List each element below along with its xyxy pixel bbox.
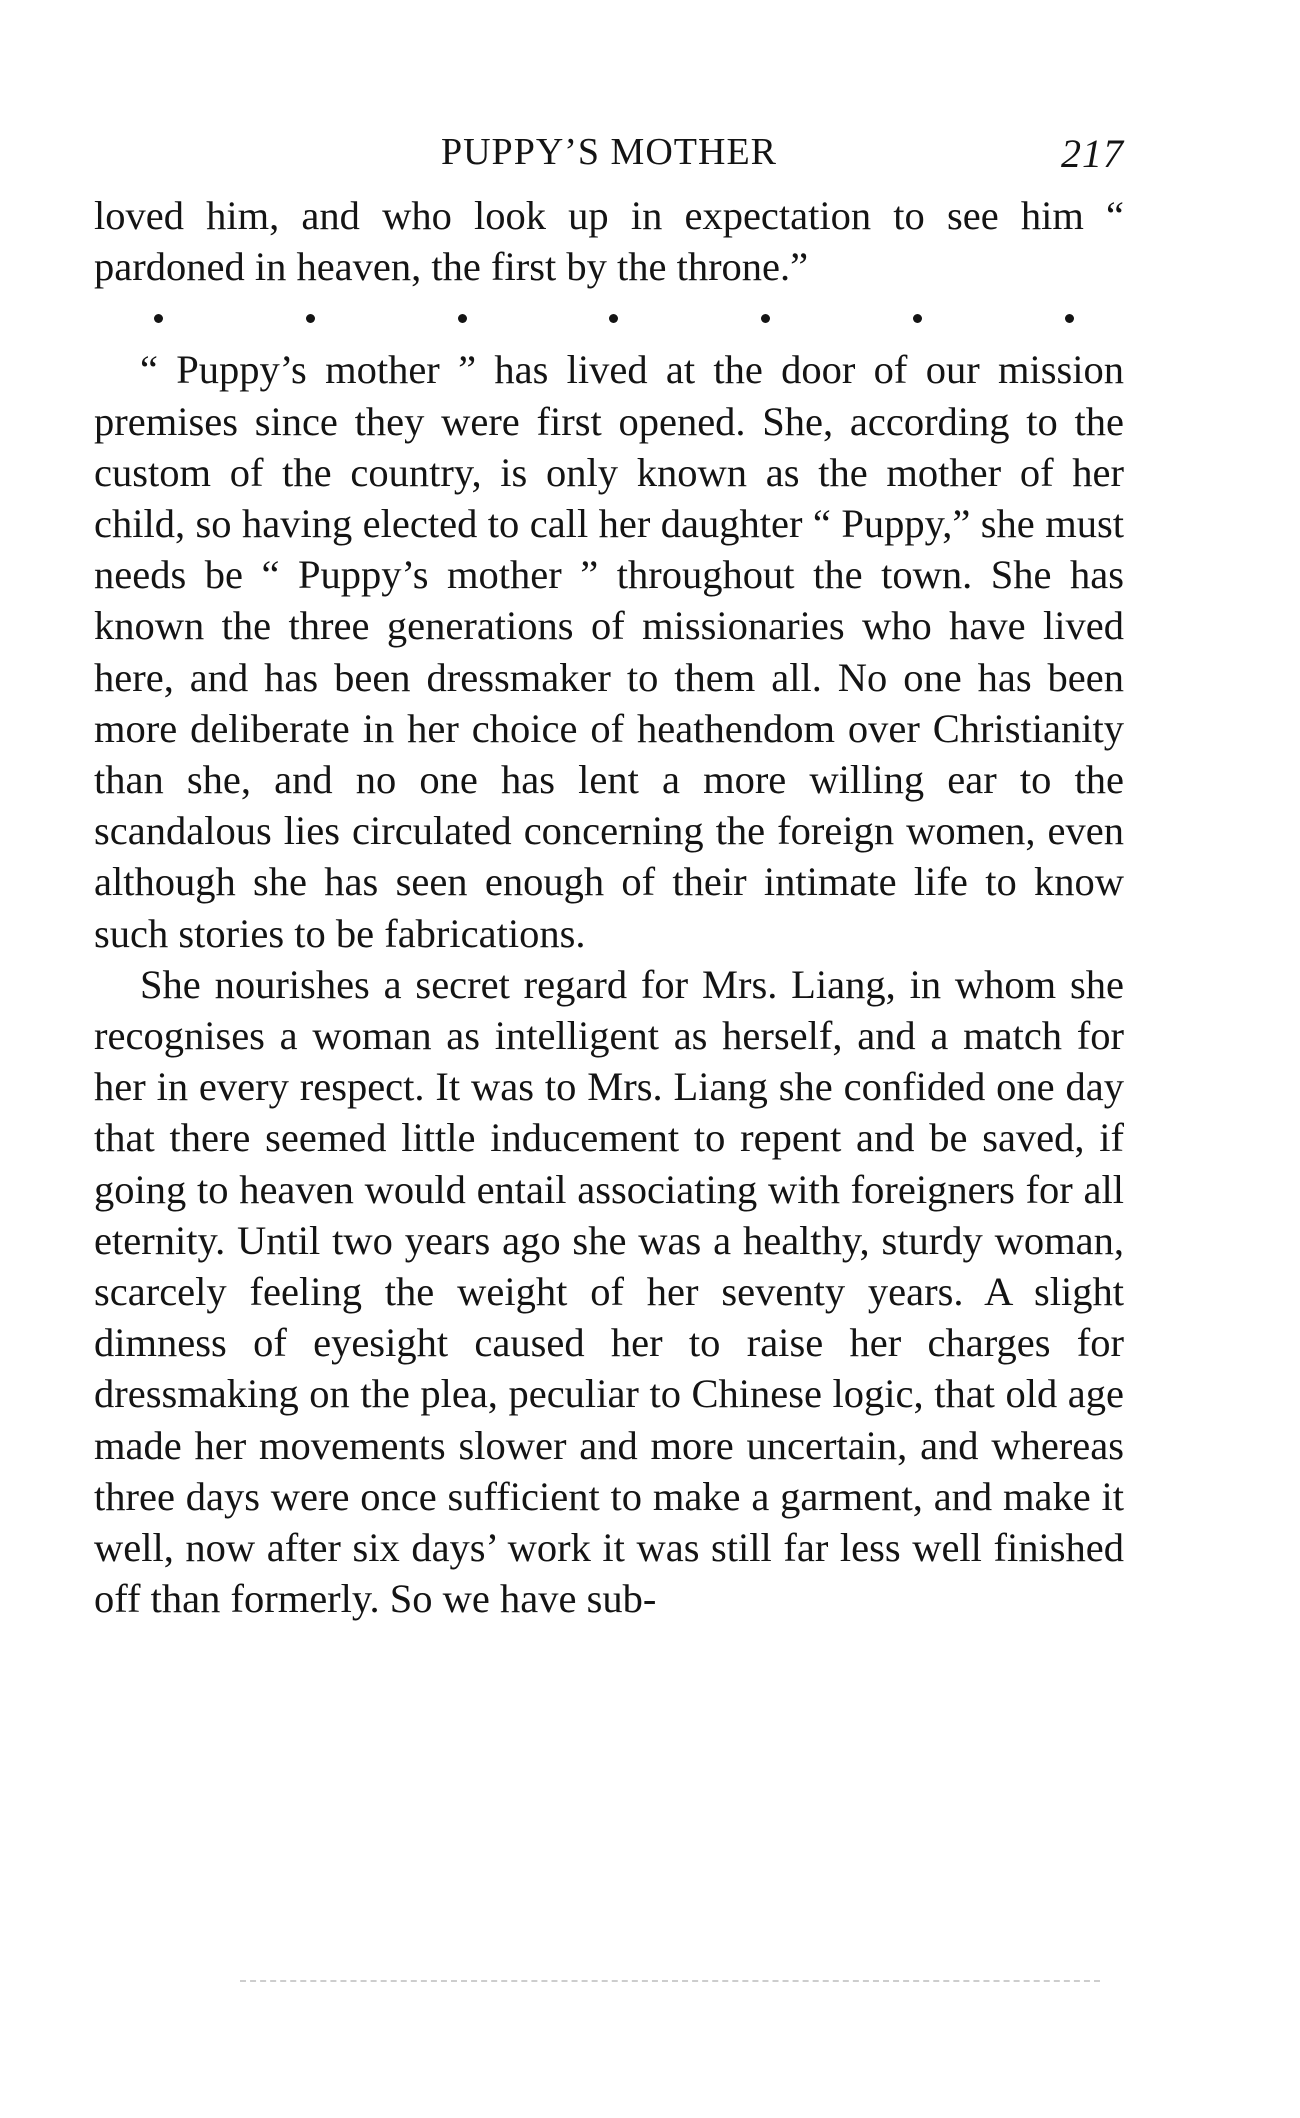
bottom-bleed-line (240, 1980, 1100, 1982)
paragraph-puppys-mother: “ Puppy’s mother ” has lived at the door of our mission premises since they were first opened. She, according to the custom of the country, is only known as the mother of her child, so having elected to call her daughter “ Puppy,” she must needs be “ Puppy’s mother ” throughout the town. She has known the three generations of missionaries who have lived here, and has been dressmaker to them all. No one has been more deliberate in her choice of heathendom over Christianity than she, and no one has lent a more willing ear to the scandalous lies circulated concerning the foreign women, even although she has seen enough of their intimate life to know such stories to be fabrications. (94, 347, 1124, 956)
page-number: 217 (1061, 131, 1124, 176)
book-page (94, 130, 1124, 1624)
section-break-dot (609, 314, 618, 323)
section-break (94, 292, 1124, 344)
paragraph-mrs-liang: She nourishes a secret regard for Mrs. Liang, in whom she recognises a woman as intelligent as herself, and a match for her in every respect. It was to Mrs. Liang she confided one day that there seemed little inducement to repent and be saved, if going to heaven would entail associating with foreigners for all eternity. Until two years ago she was a healthy, sturdy woman, scarcely feeling the weight of her seventy years. A slight dimness of eyesight caused her to raise her charges for dressmaking on the plea, peculiar to Chinese logic, that old age made her movements slower and more uncertain, and whereas three days were once sufficient to make a garment, and make it well, now after six days’ work it was still far less well finished off than formerly. So we have sub- (94, 961, 1124, 1622)
running-head (94, 130, 1124, 190)
body-text (94, 190, 1124, 1624)
section-break-dot (761, 314, 770, 323)
paragraph-continuation: loved him, and who look up in expectation to see him “ pardoned in heaven, the first by the throne.” (94, 193, 1124, 290)
section-break-dot (154, 314, 163, 323)
section-break-dot (306, 314, 315, 323)
section-break-dot (458, 314, 467, 323)
running-title: PUPPY’S MOTHER (440, 131, 778, 173)
section-break-dot (913, 314, 922, 323)
section-break-dot (1065, 314, 1074, 323)
